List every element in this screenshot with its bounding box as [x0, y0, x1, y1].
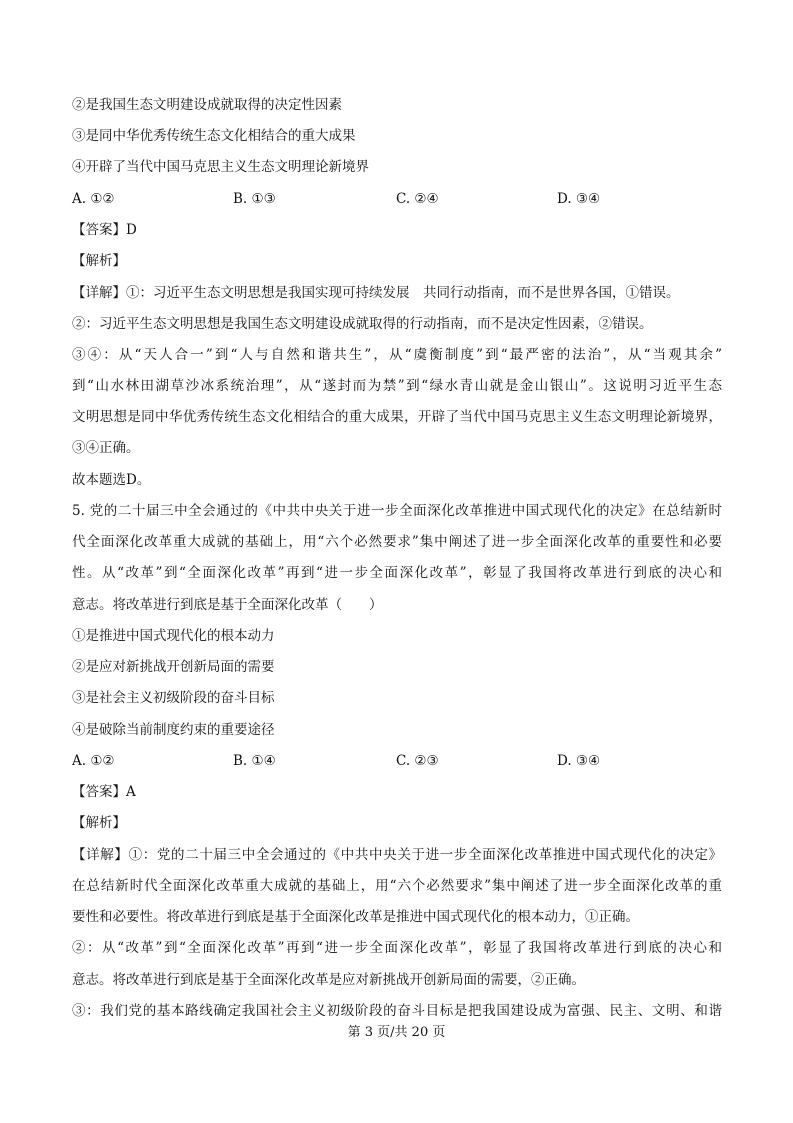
q5-stem-line: 5. 党的二十届三中全会通过的《中共中央关于进一步全面深化改革推进中国式现代化的决定》在总结新时 — [72, 503, 722, 519]
q5-explanation-line: 【详解】①：党的二十届三中全会通过的《中共中央关于进一步全面深化改革推进中国式现代化的决定》 — [72, 847, 722, 863]
q5-stem-line: 性。从“改革”到“全面深化改革”再到“进一步全面深化改革”，彰显了我国将改革进行到底的决心和 — [72, 565, 722, 581]
q5-choice-item: ④是破除当前制度约束的重要途径 — [72, 722, 275, 738]
q5-explanation-line: 要性和必要性。将改革进行到底是基于全面深化改革是推进中国式现代化的根本动力，①正确。 — [72, 909, 639, 925]
q5-stem-line: 代全面深化改革重大成就的基础上，用“六个必然要求”集中阐述了进一步全面深化改革的重要性和必要 — [72, 534, 722, 550]
q4-option-b: B. ①③ — [233, 191, 276, 207]
q5-explanation-line: 在总结新时代全面深化改革重大成就的基础上，用“六个必然要求”集中阐述了进一步全面深化改革的重 — [72, 878, 722, 894]
q4-explanation-line: 文明思想是同中华优秀传统生态文化相结合的重大成果，开辟了当代中国马克思主义生态文明理论新境界， — [72, 409, 722, 425]
q5-analysis-label: 【解析】 — [72, 815, 126, 831]
q5-choice-item: ②是应对新挑战开创新局面的需要 — [72, 659, 275, 675]
q4-explanation-line: 【详解】①：习近平生态文明思想是我国实现可持续发展 共同行动指南，而不是世界各国，①错误。 — [72, 285, 680, 301]
q4-conclusion: 故本题选D。 — [72, 472, 151, 488]
q4-explanation-line: ②：习近平生态文明思想是我国生态文明建设成就取得的行动指南，而不是决定性因素，②错误。 — [72, 316, 653, 332]
q4-option-a: A. ①② — [72, 191, 115, 207]
q4-option-d: D. ③④ — [557, 191, 601, 207]
q5-answer: 【答案】A — [72, 784, 136, 800]
q5-explanation-line: ②：从“改革”到“全面深化改革”再到“进一步全面深化改革”，彰显了我国将改革进行到底的决心和 — [72, 940, 722, 956]
q4-explanation-line: 到“山水林田湖草沙冰系统治理”，从“遂封而为禁”到“绿水青山就是金山银山”。这说明习近平生态 — [72, 378, 722, 394]
q5-explanation-line: 意志。将改革进行到底是基于全面深化改革是应对新挑战开创新局面的需要，②正确。 — [72, 972, 585, 988]
q5-stem-line: 意志。将改革进行到底是基于全面深化改革（ ） — [72, 597, 383, 613]
q4-explanation-line: ③④：从“天人合一”到“人与自然和谐共生”，从“虞衡制度”到“最严密的法治”，从“当观其余” — [72, 347, 722, 363]
page-number-footer: 第 3 页/共 20 页 — [347, 1025, 446, 1040]
q5-option-c: C. ②③ — [396, 753, 439, 769]
q5-option-b: B. ①④ — [233, 753, 276, 769]
q4-answer: 【答案】D — [72, 222, 137, 238]
q4-analysis-label: 【解析】 — [72, 253, 126, 269]
q4-choice-item: ②是我国生态文明建设成就取得的决定性因素 — [72, 97, 342, 113]
q4-option-c: C. ②④ — [396, 191, 439, 207]
q5-choice-item: ③是社会主义初级阶段的奋斗目标 — [72, 690, 275, 706]
q5-explanation-line: ③：我们党的基本路线确定我国社会主义初级阶段的奋斗目标是把我国建设成为富强、民主、文明、和谐 — [72, 1003, 722, 1019]
q5-option-d: D. ③④ — [557, 753, 601, 769]
q4-choice-item: ④开辟了当代中国马克思主义生态文明理论新境界 — [72, 159, 369, 175]
q5-option-a: A. ①② — [72, 753, 115, 769]
q4-explanation-line: ③④正确。 — [72, 440, 140, 456]
q5-choice-item: ①是推进中国式现代化的根本动力 — [72, 628, 275, 644]
q4-choice-item: ③是同中华优秀传统生态文化相结合的重大成果 — [72, 128, 356, 144]
